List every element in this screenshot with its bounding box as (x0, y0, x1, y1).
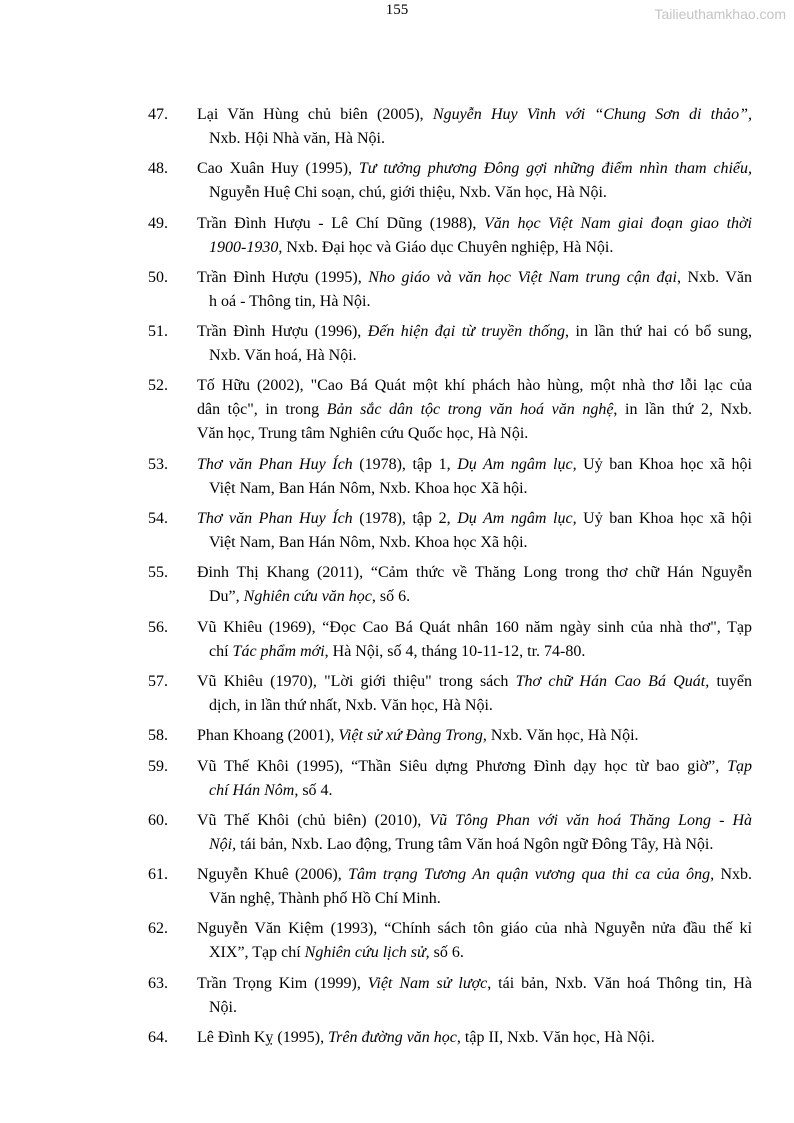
reference-number: 54. (148, 510, 168, 528)
reference-text (197, 561, 752, 609)
reference-item (148, 374, 752, 446)
italic-title: Bản sắc dân tộc trong văn hoá văn nghệ (326, 401, 614, 419)
reference-line (197, 398, 752, 422)
reference-item (148, 157, 752, 205)
reference-segment: Văn học, Trung tâm Nghiên cứu Quốc học, Hà Nội. (197, 425, 529, 443)
reference-text (197, 212, 752, 260)
reference-segment: (1978), tập 2, (352, 510, 458, 528)
italic-title: Thơ chữ Hán Cao Bá Quát, (515, 672, 710, 690)
reference-line (197, 181, 752, 205)
reference-segment: Vũ Khiêu (1969), “Đọc Cao Bá Quát nhân 160 năm ngày sinh của nhà thơ", Tạp (197, 618, 752, 636)
reference-segment: dân tộc", in trong (197, 401, 327, 419)
reference-item (148, 1026, 752, 1050)
reference-number: 58. (148, 727, 168, 745)
reference-segment: , Nxb. Văn (676, 268, 753, 286)
reference-segment: h oá - Thông tin, Hà Nội. (209, 292, 371, 310)
reference-item (148, 972, 752, 1020)
italic-title: Văn học Việt Nam giai đoạn giao thời (484, 214, 752, 232)
reference-number: 62. (148, 920, 168, 938)
reference-text (197, 103, 752, 151)
italic-title: Dụ Am ngâm lục, (457, 510, 577, 528)
reference-segment: số 6. (429, 944, 464, 962)
reference-line (197, 103, 752, 127)
italic-title: Vũ Tông Phan với văn hoá Thăng Long - Hà (429, 811, 753, 829)
reference-number: 51. (148, 323, 168, 341)
italic-title: Dụ Am ngâm lục, (457, 455, 577, 473)
reference-number: 52. (148, 377, 168, 395)
reference-line (197, 833, 752, 857)
reference-line (197, 941, 752, 965)
italic-title: Thơ văn Phan Huy Ích (197, 455, 353, 473)
reference-list (148, 103, 752, 1056)
italic-title: Trên đường văn học (328, 1029, 457, 1047)
reference-segment: Lê Đình Kỵ (1995), (197, 1029, 329, 1047)
reference-segment: Nội. (209, 998, 237, 1016)
reference-line (197, 344, 752, 368)
reference-line (197, 290, 752, 314)
reference-line (197, 507, 752, 531)
reference-number: 49. (148, 214, 168, 232)
reference-item (148, 755, 752, 803)
reference-segment: Cao Xuân Huy (1995), (197, 160, 359, 178)
reference-segment: , Nxb. Văn học, Hà Nội. (482, 727, 639, 745)
reference-line (197, 1026, 752, 1050)
reference-item (148, 320, 752, 368)
reference-line (197, 422, 752, 446)
reference-item (148, 212, 752, 260)
reference-number: 64. (148, 1029, 168, 1047)
reference-line (197, 917, 752, 941)
italic-title: Nguyễn Huy Vinh với “Chung Sơn di thảo”, (432, 106, 753, 123)
reference-text (197, 755, 752, 803)
reference-text (197, 724, 752, 748)
reference-line (197, 779, 752, 803)
reference-item (148, 453, 752, 501)
reference-line (197, 531, 752, 555)
italic-title: Thơ văn Phan Huy Ích (197, 510, 353, 528)
italic-title: Tư tưởng phương Đông gợi những điểm nhìn tham chiếu, (358, 160, 753, 178)
italic-title: Nội, (209, 835, 237, 853)
reference-line (197, 585, 752, 609)
reference-item (148, 670, 752, 718)
reference-number: 53. (148, 455, 168, 473)
reference-segment: Đinh Thị Khang (2011), “Cảm thức về Thăng Long trong thơ chữ Hán Nguyễn (197, 564, 752, 582)
reference-number: 59. (148, 757, 168, 775)
reference-segment: XIX”, Tạp chí (209, 944, 305, 962)
reference-number: 57. (148, 672, 168, 690)
reference-segment: Vũ Thế Khôi (chủ biên) (2010), (197, 811, 430, 829)
reference-text (197, 507, 752, 555)
reference-line (197, 809, 752, 833)
reference-text (197, 266, 752, 314)
reference-number: 55. (148, 564, 168, 582)
italic-title: Việt Nam sử lược (367, 974, 488, 992)
reference-segment: Văn nghệ, Thành phố Hồ Chí Minh. (209, 890, 441, 908)
reference-segment: Trần Trọng Kim (1999), (197, 974, 368, 992)
reference-item (148, 809, 752, 857)
italic-title: chí Hán Nôm, (209, 781, 299, 799)
italic-title: Đến hiện đại từ truyền thống (367, 323, 566, 341)
reference-text (197, 972, 752, 1020)
reference-line (197, 266, 752, 290)
reference-item (148, 507, 752, 555)
reference-text (197, 616, 752, 664)
reference-segment: Du”, (209, 588, 244, 606)
reference-line (197, 694, 752, 718)
reference-line (197, 616, 752, 640)
reference-segment: Trần Đình Hượu - Lê Chí Dũng (1988), (197, 214, 485, 232)
reference-text (197, 374, 752, 446)
italic-title: Tạp (727, 757, 752, 775)
reference-segment: Trần Đình Hượu (1995), (197, 268, 369, 286)
reference-segment: , tập II, Nxb. Văn học, Hà Nội. (456, 1029, 655, 1047)
reference-segment: chí (209, 642, 233, 660)
page-number: 155 (385, 2, 409, 18)
reference-segment: Nxb. Văn hoá, Hà Nội. (209, 347, 357, 365)
italic-title: Nghiên cứu lịch sử, (304, 944, 430, 962)
reference-number: 60. (148, 811, 168, 829)
reference-text (197, 157, 752, 205)
reference-number: 48. (148, 160, 168, 178)
reference-line (197, 236, 752, 260)
reference-item (148, 616, 752, 664)
reference-segment: Việt Nam, Ban Hán Nôm, Nxb. Khoa học Xã hội. (209, 534, 528, 552)
reference-segment: , số 6. (371, 588, 411, 606)
reference-number: 61. (148, 866, 168, 884)
reference-item (148, 724, 752, 748)
reference-number: 63. (148, 974, 168, 992)
reference-segment: Lại Văn Hùng chủ biên (2005), (197, 106, 433, 123)
reference-number: 47. (148, 106, 168, 123)
reference-line (197, 670, 752, 694)
reference-line (197, 127, 752, 151)
reference-line (197, 212, 752, 236)
reference-segment: , Hà Nội, số 4, tháng 10-11-12, tr. 74-80. (324, 642, 586, 660)
reference-segment: tuyển (709, 672, 753, 690)
reference-text (197, 863, 752, 911)
reference-segment: Nguyễn Khuê (2006), (197, 866, 349, 884)
reference-segment: tái bản, Nxb. Lao động, Trung tâm Văn hoá Ngôn ngữ Đông Tây, Hà Nội. (236, 835, 714, 853)
reference-segment: , in lần thứ hai có bổ sung, (565, 323, 753, 341)
reference-segment: , tái bản, Nxb. Văn hoá Thông tin, Hà (487, 974, 752, 992)
reference-text (197, 670, 752, 718)
reference-line (197, 755, 752, 779)
reference-line (197, 887, 752, 911)
italic-title: Tác phẩm mới (232, 642, 325, 660)
reference-line (197, 157, 752, 181)
reference-segment: Uỷ ban Khoa học xã hội (576, 455, 753, 473)
reference-line (197, 320, 752, 344)
italic-title: Tâm trạng Tương An quận vương qua thi ca của ông, (348, 866, 715, 884)
reference-line (197, 374, 752, 398)
reference-item (148, 103, 752, 151)
reference-item (148, 561, 752, 609)
reference-item (148, 266, 752, 314)
reference-segment: Nxb. (714, 866, 753, 884)
reference-text (197, 917, 752, 965)
reference-segment: Nguyễn Văn Kiệm (1993), “Chính sách tôn giáo của nhà Nguyễn nửa đầu thế kỉ (197, 920, 752, 938)
reference-segment: Việt Nam, Ban Hán Nôm, Nxb. Khoa học Xã hội. (209, 479, 528, 497)
reference-line (197, 863, 752, 887)
watermark: Tailieuthamkhao.com (654, 6, 786, 22)
reference-text (197, 1026, 752, 1050)
reference-segment: Uỷ ban Khoa học xã hội (576, 510, 753, 528)
reference-number: 56. (148, 618, 168, 636)
reference-line (197, 972, 752, 996)
italic-title: Nghiên cứu văn học (243, 588, 372, 606)
reference-segment: Nxb. Hội Nhà văn, Hà Nội. (209, 130, 385, 147)
reference-number: 50. (148, 268, 168, 286)
reference-segment: (1978), tập 1, (352, 455, 458, 473)
reference-item (148, 917, 752, 965)
reference-segment: dịch, in lần thứ nhất, Nxb. Văn học, Hà Nội. (209, 696, 493, 714)
reference-segment: Vũ Thế Khôi (1995), “Thần Siêu dựng Phương Đình dạy học từ bao giờ”, (197, 757, 728, 775)
reference-segment: Tố Hữu (2002), "Cao Bá Quát một khí phách hào hùng, một nhà thơ lỗi lạc của (197, 377, 752, 395)
reference-segment: , in lần thứ 2, Nxb. (613, 401, 752, 419)
italic-title: 1900-1930 (209, 238, 279, 256)
reference-segment: số 4. (298, 781, 333, 799)
reference-text (197, 320, 752, 368)
reference-line (197, 640, 752, 664)
reference-item (148, 863, 752, 911)
reference-text (197, 809, 752, 857)
reference-text (197, 453, 752, 501)
italic-title: Nho giáo và văn học Việt Nam trung cận đại (368, 268, 677, 286)
reference-segment: Trần Đình Hượu (1996), (197, 323, 368, 341)
italic-title: Việt sử xứ Đàng Trong (338, 727, 483, 745)
reference-segment: Vũ Khiêu (1970), "Lời giới thiệu" trong sách (197, 672, 516, 690)
reference-line (197, 561, 752, 585)
reference-line (197, 453, 752, 477)
reference-segment: Nguyễn Huệ Chi soạn, chú, giới thiệu, Nxb. Văn học, Hà Nội. (209, 184, 607, 202)
reference-line (197, 477, 752, 501)
reference-segment: Phan Khoang (2001), (197, 727, 339, 745)
reference-segment: , Nxb. Đại học và Giáo dục Chuyên nghiệp, Hà Nội. (278, 238, 614, 256)
reference-line (197, 724, 752, 748)
reference-line (197, 996, 752, 1020)
